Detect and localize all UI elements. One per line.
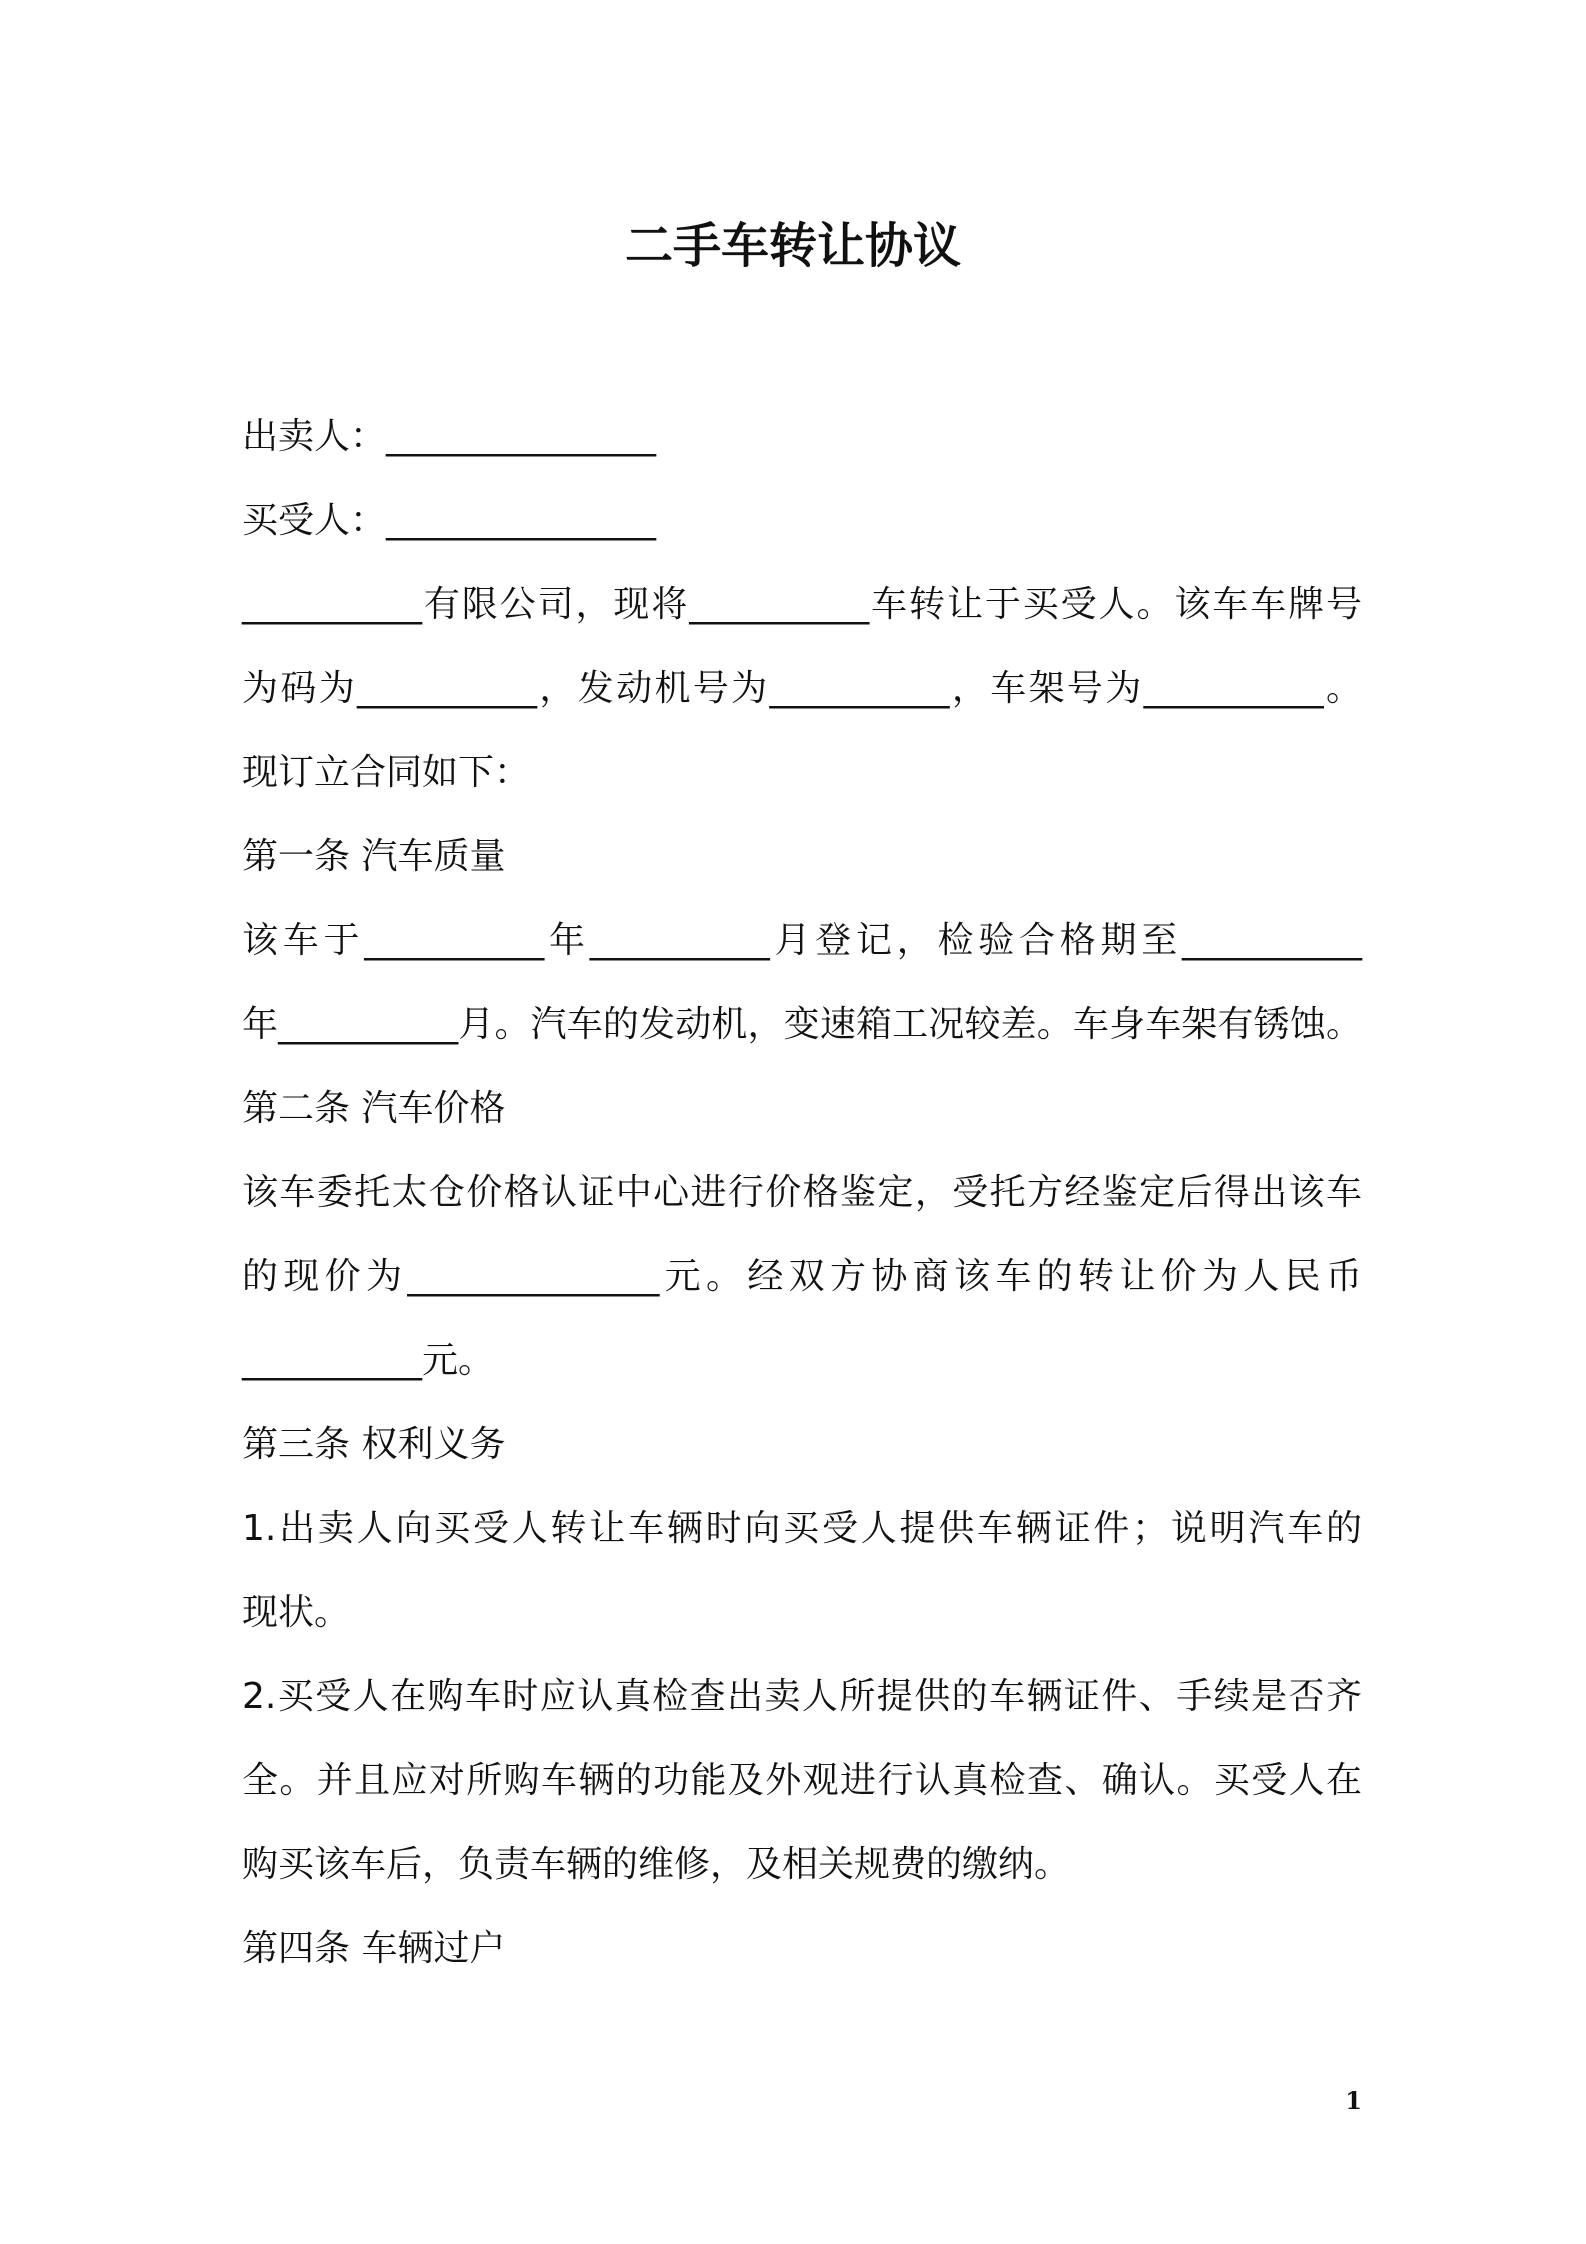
article-3-heading: 第三条 权利义务 xyxy=(242,1424,506,1465)
article-1-line-1: 该车于__________年__________月登记，检验合格期至__________ xyxy=(242,920,1362,961)
article-3-item-2-line-2: 全。并且应对所购车辆的功能及外观进行认真检查、确认。买受人在 xyxy=(242,1760,1362,1801)
page-number: 1 xyxy=(1345,2086,1362,2115)
article-3-item-1-line-1: 1.出卖人向买受人转让车辆时向买受人提供车辆证件；说明汽车的 xyxy=(242,1508,1362,1549)
intro-line-1: __________有限公司，现将__________车转让于买受人。该车车牌号 xyxy=(242,584,1362,625)
article-1-heading: 第一条 汽车质量 xyxy=(242,836,506,877)
buyer-field-line: 买受人：_______________ xyxy=(242,500,657,541)
article-2-heading: 第二条 汽车价格 xyxy=(242,1088,506,1129)
article-1-line-2: 年__________月。汽车的发动机，变速箱工况较差。车身车架有锈蚀。 xyxy=(242,1004,1362,1045)
intro-line-3: 现订立合同如下： xyxy=(242,752,531,793)
article-3-item-2-line-3: 购买该车后，负责车辆的维修，及相关规费的缴纳。 xyxy=(242,1844,1071,1885)
article-3-item-2-line-1: 2.买受人在购车时应认真检查出卖人所提供的车辆证件、手续是否齐 xyxy=(242,1676,1362,1717)
article-2-line-2: 的现价为______________元。经双方协商该车的转让价为人民币 xyxy=(242,1256,1362,1297)
article-2-line-3: __________元。 xyxy=(242,1340,495,1381)
document-title: 二手车转让协议 xyxy=(624,218,961,274)
article-4-heading: 第四条 车辆过户 xyxy=(242,1928,506,1969)
article-2-line-1: 该车委托太仓价格认证中心进行价格鉴定，受托方经鉴定后得出该车 xyxy=(242,1172,1362,1213)
article-3-item-1-line-2: 现状。 xyxy=(242,1592,351,1633)
seller-field-line: 出卖人：_______________ xyxy=(242,416,657,457)
intro-line-2: 为码为__________，发动机号为__________，车架号为__________。 xyxy=(242,668,1362,709)
